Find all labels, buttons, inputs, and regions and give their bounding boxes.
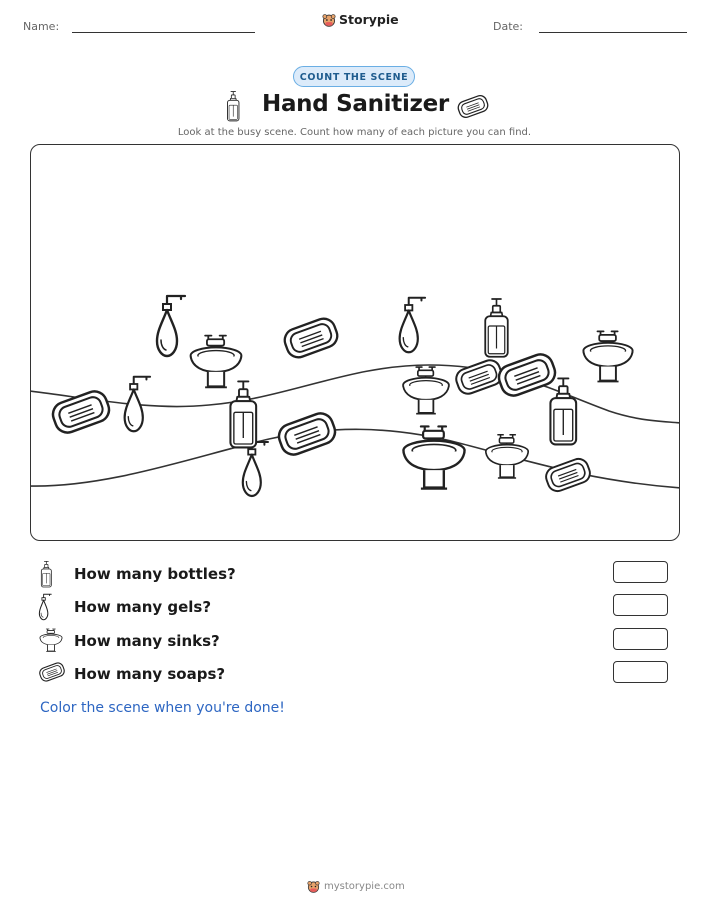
gel-drop-icon bbox=[38, 593, 56, 621]
answer-box-bottles[interactable] bbox=[613, 561, 668, 583]
site-footer bbox=[307, 880, 405, 893]
scene-soap bbox=[454, 358, 505, 397]
storypie-mascot-icon bbox=[307, 880, 320, 893]
soap-icon bbox=[38, 660, 66, 684]
scene-drawing bbox=[30, 144, 679, 540]
scene-gel bbox=[157, 296, 185, 356]
answer-box-sinks[interactable] bbox=[613, 628, 668, 650]
sink-icon bbox=[38, 627, 64, 653]
scene-soap bbox=[496, 351, 559, 399]
instruction-text: Look at the busy scene. Count how many of each picture you can find. bbox=[177, 127, 532, 138]
answer-box-soaps[interactable] bbox=[613, 661, 668, 683]
activity-badge: COUNT THE SCENE bbox=[293, 66, 415, 87]
scene-sink bbox=[486, 435, 528, 478]
busy-scene bbox=[30, 144, 680, 541]
answer-box-gels[interactable] bbox=[613, 594, 668, 616]
scene-gel bbox=[125, 377, 150, 432]
color-instruction: Color the scene when you're done! bbox=[40, 700, 285, 716]
question-label: How many gels? bbox=[74, 598, 212, 616]
question-label: How many bottles? bbox=[74, 565, 236, 583]
scene-bottle bbox=[486, 299, 509, 357]
scene-soap bbox=[276, 410, 339, 458]
question-label: How many soaps? bbox=[74, 665, 226, 683]
scene-sink bbox=[403, 367, 449, 414]
scene-sink bbox=[191, 336, 242, 388]
brand-logo bbox=[322, 12, 399, 27]
page-title: Hand Sanitizer bbox=[262, 91, 449, 117]
scene-soap bbox=[282, 316, 341, 361]
question-gels bbox=[38, 593, 678, 623]
site-url[interactable]: mystorypie.com bbox=[324, 881, 405, 892]
question-bottles bbox=[38, 560, 678, 590]
sanitizer-bottle-icon bbox=[226, 90, 242, 122]
bottle-icon bbox=[38, 560, 56, 588]
question-sinks bbox=[38, 627, 678, 657]
brand-name: Storypie bbox=[339, 12, 399, 27]
date-line[interactable] bbox=[539, 32, 687, 33]
name-line[interactable] bbox=[72, 32, 255, 33]
scene-bottle bbox=[231, 382, 257, 448]
scene-sink bbox=[404, 427, 465, 489]
question-label: How many sinks? bbox=[74, 632, 220, 650]
name-label: Name: bbox=[23, 20, 60, 33]
scene-gel bbox=[400, 298, 425, 353]
date-label: Date: bbox=[493, 20, 523, 33]
scene-soap bbox=[544, 457, 593, 495]
question-soaps bbox=[38, 660, 678, 690]
storypie-mascot-icon bbox=[322, 13, 336, 27]
scene-gel bbox=[243, 442, 268, 496]
scene-bottle bbox=[551, 379, 577, 445]
scene-sink bbox=[584, 332, 633, 382]
soap-bar-icon bbox=[456, 94, 490, 119]
